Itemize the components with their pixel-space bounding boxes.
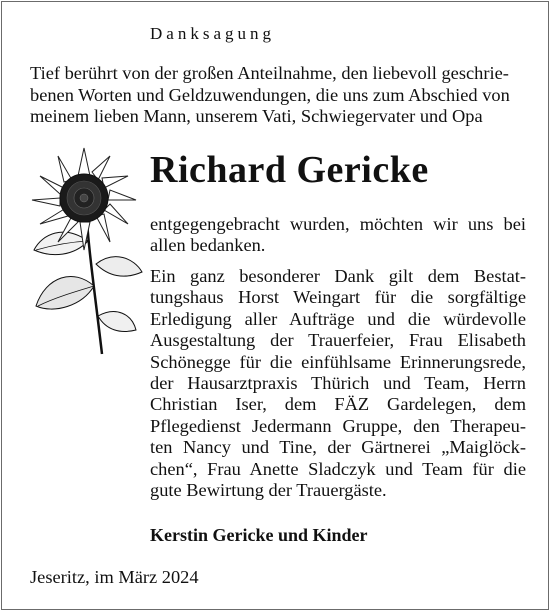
intro-line: benen Worten und Geldzuwendungen, die uns zum Abschied von: [30, 84, 510, 105]
special-thanks-line: Schönegge für die einfühlsame Erinnerungsrede,: [150, 351, 526, 372]
special-thanks-line: der Hausarztpraxis Thürich und Team, Herrn: [150, 373, 526, 394]
thanks-paragraph: [150, 214, 526, 257]
notice-heading: Danksagung: [150, 24, 275, 43]
thanks-line: allen bedanken.: [150, 235, 266, 256]
special-thanks-line: chen“, Frau Anette Sladczyk und Team für die: [150, 458, 526, 479]
deceased-name: Richard Gericke: [150, 149, 429, 191]
special-thanks-line: Erledigung aller Aufträge und die würdevolle: [150, 308, 526, 329]
special-thanks-line: tungshaus Horst Weingart für die sorgfältige: [150, 287, 526, 308]
intro-line: Tief berührt von der großen Anteilnahme, den liebevoll geschrie-: [30, 63, 509, 83]
place-date: Jeseritz, im März 2024: [30, 567, 199, 587]
special-thanks-line: gute Bewirtung der Trauergäste.: [150, 480, 387, 501]
special-thanks-line: ten Nancy und Tine, der Gärtnerei „Maiglöck-: [150, 437, 526, 458]
special-thanks-line: Christian Iser, dem FÄZ Gardelegen, dem: [150, 394, 526, 415]
intro-line: meinem lieben Mann, unserem Vati, Schwiegervater und Opa: [30, 106, 483, 126]
sunflower-icon: [24, 146, 146, 356]
thanks-line: entgegengebracht wurden, möchten wir uns bei: [150, 214, 526, 234]
special-thanks-paragraph: [150, 266, 526, 501]
signature: Kerstin Gericke und Kinder: [150, 525, 368, 545]
special-thanks-line: Pflegedienst Jedermann Gruppe, den Therapeu-: [150, 415, 526, 436]
intro-paragraph: [30, 63, 526, 128]
special-thanks-line: Ausgestaltung der Trauerfeier, Frau Elisabeth: [150, 330, 526, 351]
obituary-notice: [1, 1, 549, 610]
special-thanks-line: Ein ganz besonderer Dank gilt dem Bestat-: [150, 266, 526, 286]
